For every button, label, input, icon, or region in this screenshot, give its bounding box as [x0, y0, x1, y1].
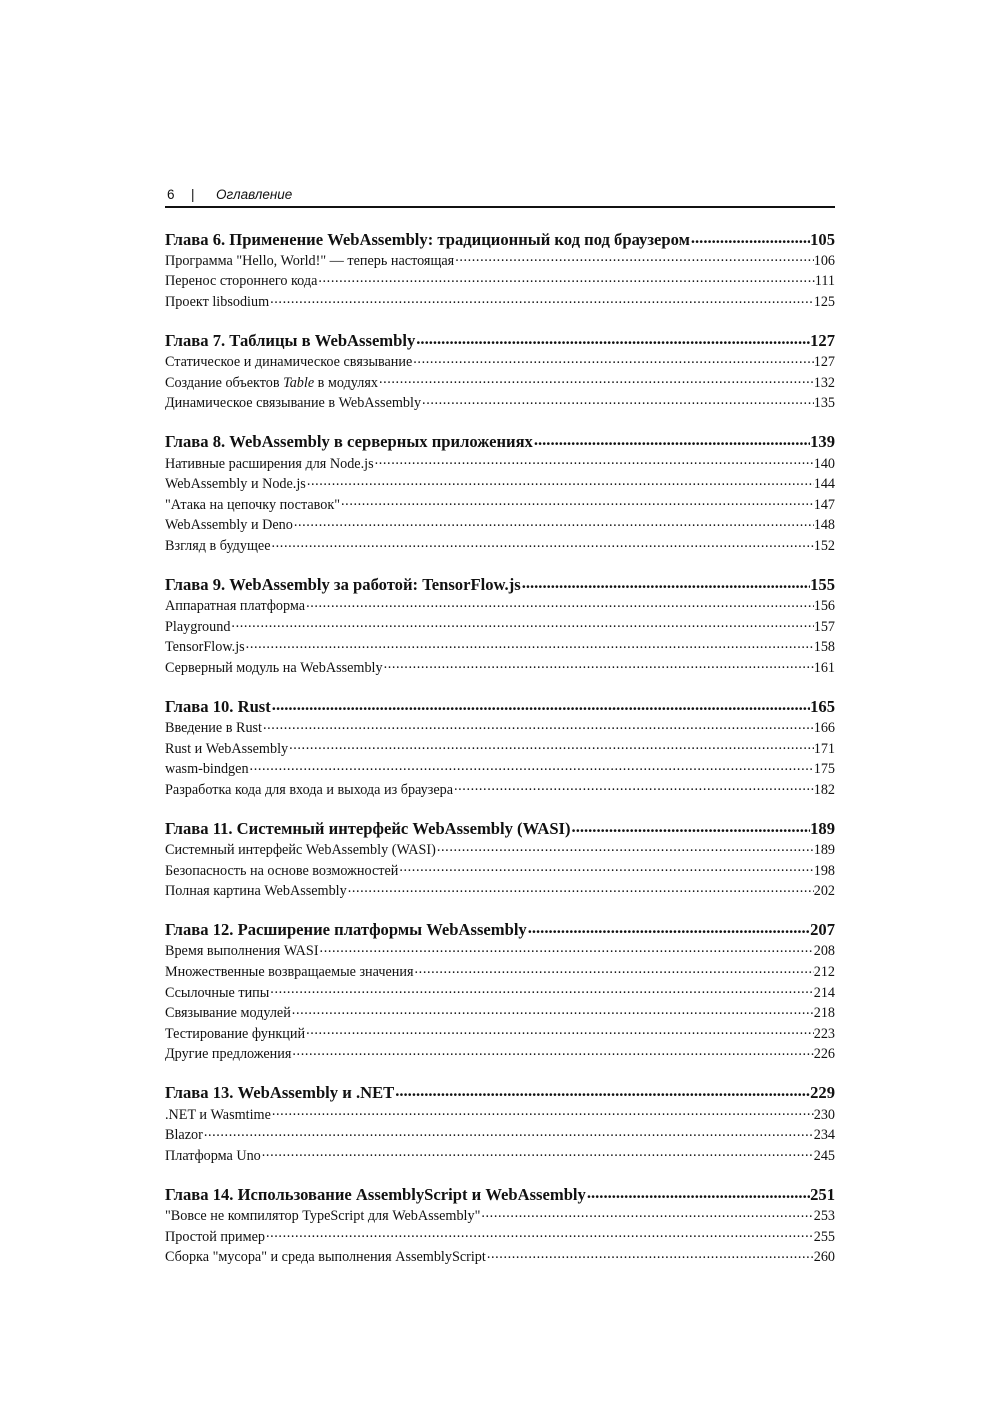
dot-leader — [416, 329, 810, 346]
section-page-number: 127 — [813, 354, 835, 371]
chapter-title: Глава 10. Rust — [165, 696, 271, 716]
dot-leader — [384, 658, 814, 672]
section-title: Безопасность на основе возможностей — [165, 862, 399, 879]
chapter-entry[interactable] — [165, 817, 835, 839]
dot-leader — [292, 1044, 813, 1058]
section-title: .NET и Wasmtime — [165, 1106, 271, 1123]
section-entry[interactable] — [165, 860, 835, 881]
chapter-entry[interactable] — [165, 431, 835, 453]
dot-leader — [246, 637, 814, 651]
dot-leader — [294, 515, 814, 529]
section-title: Разработка кода для входа и выхода из браузера — [165, 781, 454, 798]
section-title: wasm-bindgen — [165, 761, 249, 778]
chapter-page-number: 251 — [810, 1184, 835, 1204]
dot-leader — [415, 962, 814, 976]
section-page-number: 152 — [813, 537, 835, 554]
dot-leader — [263, 718, 814, 732]
section-title: Проект libsodium — [165, 293, 270, 310]
chapter-block — [165, 431, 835, 557]
section-page-number: 148 — [813, 517, 835, 534]
section-page-number: 226 — [813, 1046, 835, 1063]
section-entry[interactable] — [165, 1104, 835, 1125]
section-entry[interactable] — [165, 658, 835, 679]
section-title: Серверный модуль на WebAssembly — [165, 659, 383, 676]
section-title: WebAssembly и Deno — [165, 517, 293, 534]
section-entry[interactable] — [165, 941, 835, 962]
chapter-page-number: 155 — [810, 574, 835, 594]
dot-leader — [534, 431, 810, 448]
section-page-number: 144 — [813, 476, 835, 493]
dot-leader — [289, 738, 814, 752]
section-page-number: 223 — [813, 1025, 835, 1042]
chapter-title: Глава 8. WebAssembly в серверных приложениях — [165, 432, 533, 452]
section-page-number: 208 — [813, 943, 835, 960]
section-entry[interactable] — [165, 780, 835, 801]
dot-leader — [306, 1024, 814, 1038]
dot-leader — [320, 941, 814, 955]
section-page-number: 132 — [813, 374, 835, 391]
section-page-number: 182 — [813, 781, 835, 798]
section-title — [165, 374, 378, 393]
section-entry[interactable] — [165, 596, 835, 617]
running-header — [165, 186, 835, 208]
section-page-number: 189 — [813, 842, 835, 859]
dot-leader — [250, 759, 814, 773]
section-page-number: 260 — [813, 1249, 835, 1266]
section-page-number: 218 — [813, 1005, 835, 1022]
section-title: Ссылочные типы — [165, 984, 270, 1001]
dot-leader — [270, 292, 814, 306]
section-entry[interactable] — [165, 1206, 835, 1227]
chapter-block — [165, 919, 835, 1065]
chapter-block — [165, 1082, 835, 1166]
dot-leader — [307, 474, 814, 488]
section-entry[interactable] — [165, 1044, 835, 1065]
section-entry[interactable] — [165, 352, 835, 373]
dot-leader — [292, 1003, 814, 1017]
chapter-block — [165, 573, 835, 678]
section-title: Полная картина WebAssembly — [165, 883, 347, 900]
section-title: Нативные расширения для Node.js — [165, 455, 374, 472]
section-entry[interactable] — [165, 474, 835, 495]
chapter-page-number: 127 — [810, 330, 835, 350]
section-page-number: 198 — [813, 862, 835, 879]
section-page-number: 157 — [813, 618, 835, 635]
dot-leader — [272, 536, 814, 550]
section-title: Аппаратная платформа — [165, 598, 306, 615]
chapter-page-number: 139 — [810, 432, 835, 452]
dot-leader — [318, 271, 814, 285]
section-title: Динамическое связывание в WebAssembly — [165, 395, 422, 412]
dot-leader — [587, 1183, 810, 1200]
section-title: Тестирование функций — [165, 1025, 306, 1042]
dot-leader — [422, 393, 814, 407]
section-entry[interactable] — [165, 536, 835, 557]
section-title: Системный интерфейс WebAssembly (WASI) — [165, 842, 436, 859]
section-entry[interactable] — [165, 840, 835, 861]
section-entry[interactable] — [165, 251, 835, 272]
dot-leader — [272, 1104, 814, 1118]
section-title: Playground — [165, 618, 231, 635]
section-page-number: 158 — [813, 639, 835, 656]
section-entry[interactable] — [165, 453, 835, 474]
dot-leader — [528, 919, 810, 936]
dot-leader — [231, 617, 813, 631]
dot-leader — [481, 1206, 813, 1220]
dot-leader — [395, 1082, 810, 1099]
section-title: Статическое и динамическое связывание — [165, 354, 413, 371]
page-number: 6 — [167, 187, 175, 202]
section-entry[interactable] — [165, 718, 835, 739]
section-title: Связывание модулей — [165, 1005, 291, 1022]
chapter-title: Глава 6. Применение WebAssembly: традиционный код под браузером — [165, 229, 690, 249]
chapter-page-number: 207 — [810, 920, 835, 940]
section-page-number: 156 — [813, 598, 835, 615]
section-page-number: 255 — [813, 1228, 835, 1245]
dot-leader — [266, 1226, 814, 1240]
dot-leader — [455, 251, 814, 265]
section-title: Программа "Hello, World!" — теперь настоящая — [165, 252, 455, 269]
section-page-number: 171 — [813, 740, 835, 757]
section-entry[interactable] — [165, 271, 835, 292]
dot-leader — [487, 1247, 814, 1261]
chapter-page-number: 229 — [810, 1083, 835, 1103]
section-title: Другие предложения — [165, 1046, 292, 1063]
section-page-number: 147 — [813, 496, 835, 513]
chapter-entry[interactable] — [165, 573, 835, 595]
section-title-emphasis: Table — [283, 374, 315, 391]
chapter-title: Глава 12. Расширение платформы WebAssembly — [165, 920, 527, 940]
section-entry[interactable] — [165, 373, 835, 394]
dot-leader — [572, 817, 811, 834]
section-title-part: в модулях — [314, 374, 378, 391]
section-entry[interactable] — [165, 982, 835, 1003]
table-of-contents — [165, 228, 835, 1268]
section-page-number: 230 — [813, 1106, 835, 1123]
section-page-number: 140 — [813, 455, 835, 472]
section-title: Rust и WebAssembly — [165, 740, 289, 757]
chapter-title: Глава 9. WebAssembly за работой: TensorFlow.js — [165, 574, 521, 594]
section-entry[interactable] — [165, 1125, 835, 1146]
chapter-title: Глава 14. Использование AssemblyScript и WebAssembly — [165, 1184, 586, 1204]
dot-leader — [341, 495, 814, 509]
section-title: Введение в Rust — [165, 720, 262, 737]
header-separator: | — [191, 187, 195, 202]
section-page-number: 234 — [813, 1127, 835, 1144]
section-title: Простой пример — [165, 1228, 265, 1245]
chapter-block — [165, 1183, 835, 1267]
dot-leader — [270, 982, 813, 996]
chapter-title: Глава 7. Таблицы в WebAssembly — [165, 330, 416, 350]
chapter-page-number: 165 — [810, 696, 835, 716]
section-page-number: 161 — [813, 659, 835, 676]
section-entry[interactable] — [165, 881, 835, 902]
section-title: Взгляд в будущее — [165, 537, 271, 554]
section-page-number: 202 — [813, 883, 835, 900]
chapter-block — [165, 695, 835, 800]
section-entry[interactable] — [165, 1003, 835, 1024]
section-page-number: 135 — [813, 395, 835, 412]
section-page-number: 111 — [814, 273, 835, 290]
section-page-number: 214 — [813, 984, 835, 1001]
chapter-page-number: 105 — [810, 229, 835, 249]
chapter-block — [165, 228, 835, 312]
section-page-number: 106 — [813, 252, 835, 269]
chapter-entry[interactable] — [165, 329, 835, 351]
dot-leader — [348, 881, 814, 895]
section-title: Перенос стороннего кода — [165, 273, 318, 290]
chapter-block — [165, 329, 835, 413]
section-entry[interactable] — [165, 495, 835, 516]
section-entry[interactable] — [165, 1024, 835, 1045]
section-title: Blazor — [165, 1127, 203, 1144]
section-page-number: 166 — [813, 720, 835, 737]
section-page-number: 253 — [813, 1207, 835, 1224]
section-title: TensorFlow.js — [165, 639, 245, 656]
section-entry[interactable] — [165, 759, 835, 780]
section-page-number: 212 — [813, 964, 835, 980]
section-page-number: 245 — [813, 1147, 835, 1164]
chapter-title: Глава 11. Системный интерфейс WebAssembly (WASI) — [165, 818, 571, 838]
section-title: Сборка "мусора" и среда выполнения AssemblyScript — [165, 1249, 486, 1266]
section-title: "Атака на цепочку поставок" — [165, 496, 341, 513]
dot-leader — [272, 695, 810, 712]
section-entry[interactable] — [165, 962, 835, 983]
dot-leader — [413, 352, 813, 366]
section-title: "Вовсе не компилятор TypeScript для WebAssembly" — [165, 1207, 481, 1224]
dot-leader — [262, 1146, 814, 1160]
chapter-entry[interactable] — [165, 228, 835, 250]
dot-leader — [379, 373, 814, 387]
chapter-entry[interactable] — [165, 695, 835, 717]
toc-page — [165, 186, 835, 1285]
header-title: Оглавление — [216, 187, 293, 202]
section-page-number: 125 — [813, 293, 835, 310]
chapter-title: Глава 13. WebAssembly и .NET — [165, 1083, 395, 1103]
chapter-page-number: 189 — [810, 818, 835, 838]
section-entry[interactable] — [165, 738, 835, 759]
section-entry[interactable] — [165, 617, 835, 638]
chapter-block — [165, 817, 835, 901]
dot-leader — [454, 780, 814, 794]
section-page-number: 175 — [813, 761, 835, 778]
chapter-entry[interactable] — [165, 919, 835, 941]
dot-leader — [306, 596, 814, 610]
section-title: WebAssembly и Node.js — [165, 476, 306, 493]
chapter-entry[interactable] — [165, 1082, 835, 1104]
section-entry[interactable] — [165, 1226, 835, 1247]
section-title: Платформа Uno — [165, 1147, 261, 1164]
dot-leader — [375, 453, 814, 467]
section-entry[interactable] — [165, 393, 835, 414]
dot-leader — [691, 228, 810, 245]
dot-leader — [399, 860, 813, 874]
section-entry[interactable] — [165, 637, 835, 658]
dot-leader — [437, 840, 814, 854]
section-entry[interactable] — [165, 292, 835, 313]
chapter-entry[interactable] — [165, 1183, 835, 1205]
dot-leader — [522, 573, 810, 590]
section-entry[interactable] — [165, 1247, 835, 1268]
section-entry[interactable] — [165, 1146, 835, 1167]
section-title: Время выполнения WASI — [165, 943, 319, 960]
dot-leader — [204, 1125, 814, 1139]
section-title-part: Создание объектов — [165, 374, 284, 391]
section-title: Множественные возвращаемые значения — [165, 964, 414, 980]
section-entry[interactable] — [165, 515, 835, 536]
